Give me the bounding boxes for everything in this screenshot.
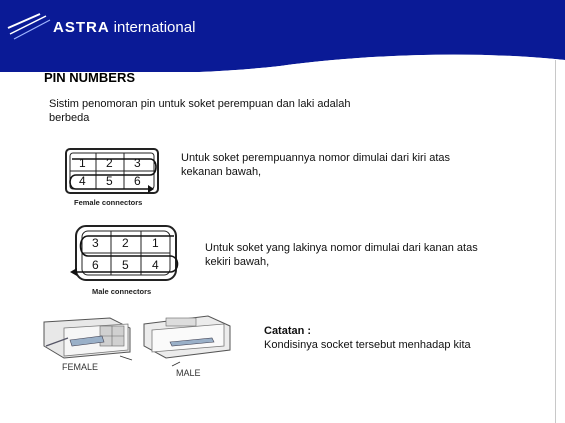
note-title: Catatan :: [264, 325, 312, 337]
male-pin-bottom-2: 5: [122, 258, 129, 272]
photo-label-female: FEMALE: [62, 362, 99, 372]
male-pin-top-1: 3: [92, 236, 99, 250]
male-caption: Male connectors: [92, 287, 152, 296]
female-pin-bottom-2: 5: [106, 174, 113, 188]
header-background: [0, 0, 565, 72]
male-arrow-head-icon: [70, 268, 77, 276]
note-text: Kondisinya socket tersebut menhadap kita: [264, 339, 471, 351]
note-block: [264, 324, 524, 352]
connector-photo-illustration: [40, 306, 240, 378]
male-connector-diagram: [66, 222, 186, 298]
male-pin-top-3: 1: [152, 236, 159, 250]
male-pin-bottom-1: 6: [92, 258, 99, 272]
header-banner: [0, 0, 565, 72]
female-pin-top-3: 3: [134, 156, 141, 170]
female-pin-bottom-3: 6: [134, 174, 141, 188]
female-pin-top-1: 1: [79, 156, 86, 170]
brand-name-light: international: [113, 19, 196, 36]
brand-name-bold: ASTRA: [53, 19, 110, 36]
intro-text: Sistim penomoran pin untuk soket perempuan dan laki adalah berbeda: [49, 98, 351, 124]
male-pin-top-2: 2: [122, 236, 129, 250]
slide-title: PIN NUMBERS: [44, 70, 136, 85]
photo-label-male: MALE: [176, 368, 201, 378]
male-description: Untuk soket yang lakinya nomor dimulai dari kanan atas kekiri bawah,: [205, 242, 478, 268]
female-caption: Female connectors: [74, 198, 143, 207]
female-pin-bottom-1: 4: [79, 174, 86, 188]
male-pin-bottom-3: 4: [152, 258, 159, 272]
brand-name: [53, 19, 195, 36]
female-description: Untuk soket perempuannya nomor dimulai dari kiri atas kekanan bawah,: [181, 152, 451, 178]
astra-logo-icon: [6, 6, 54, 42]
female-connector-diagram: [62, 145, 162, 209]
female-pin-top-2: 2: [106, 156, 113, 170]
right-divider-line: [555, 60, 556, 423]
